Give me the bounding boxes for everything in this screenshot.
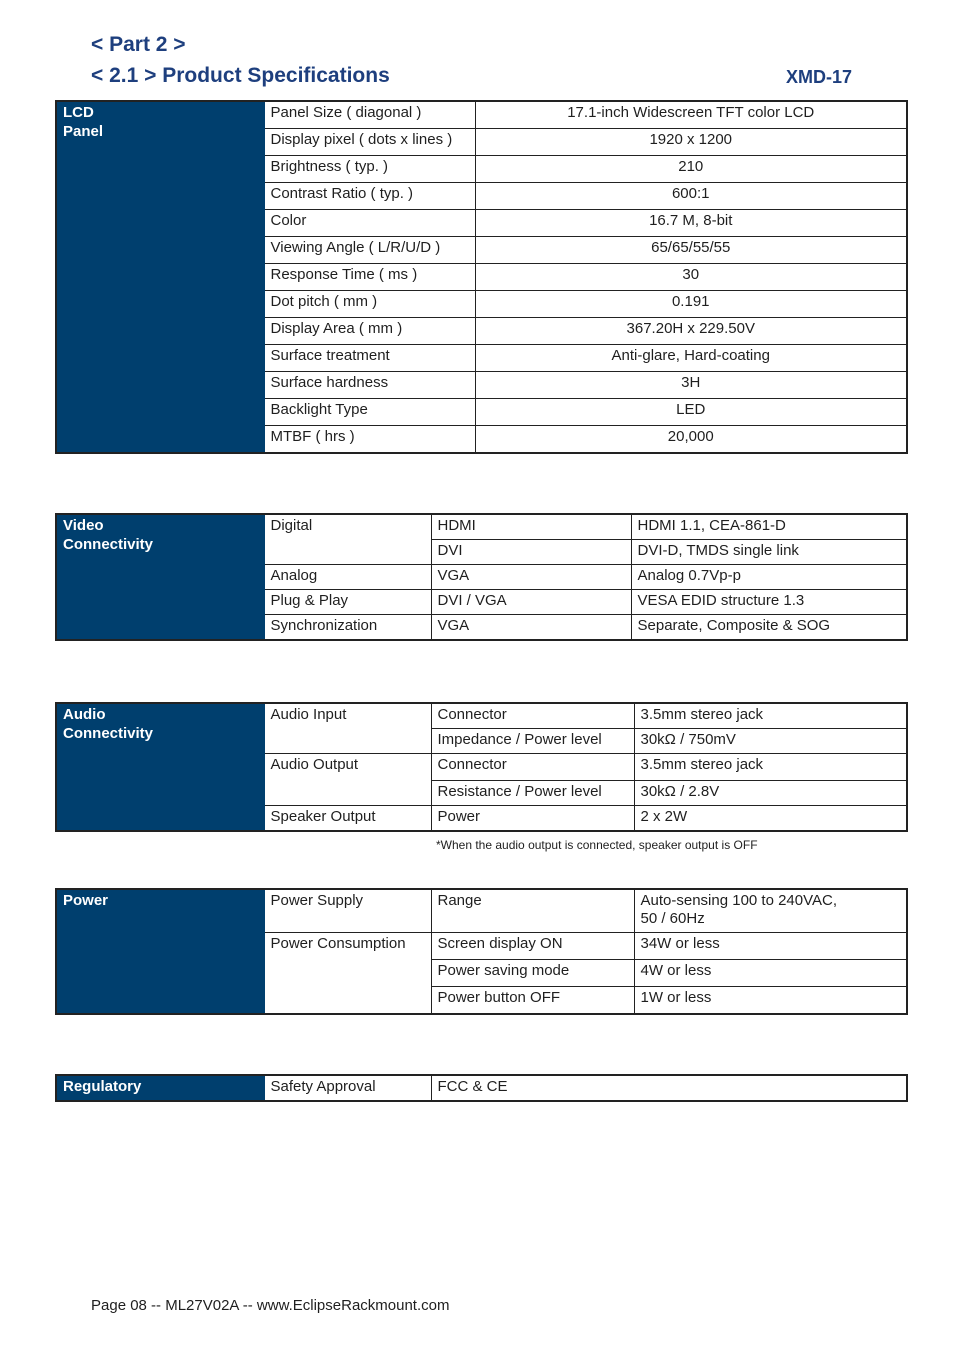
spec-value: 34W or less (634, 933, 907, 960)
spec-sublabel: Screen display ON (431, 933, 634, 960)
model-number: XMD-17 (786, 67, 853, 87)
range-value-line-1: Auto-sensing 100 to 240VAC, (640, 892, 838, 909)
part-heading: < Part 2 > (91, 33, 186, 56)
table-row (56, 101, 907, 129)
spec-label: Panel Size ( diagonal ) (264, 101, 475, 129)
spec-sublabel: Power button OFF (431, 987, 634, 1015)
spec-label: Contrast Ratio ( typ. ) (264, 183, 475, 210)
table-row (56, 1075, 907, 1101)
spec-value: Analog 0.7Vp-p (631, 565, 907, 590)
spec-sublabel: Power (431, 806, 634, 832)
spec-value: 367.20H x 229.50V (475, 318, 907, 345)
spec-sublabel: Connector (431, 703, 634, 729)
spec-value: 600:1 (475, 183, 907, 210)
spec-sublabel: Power saving mode (431, 960, 634, 987)
spec-value: 1920 x 1200 (475, 129, 907, 156)
spec-label: Display Area ( mm ) (264, 318, 475, 345)
spec-label: Power Consumption (264, 933, 431, 1015)
spec-label: Brightness ( typ. ) (264, 156, 475, 183)
spec-sublabel: VGA (431, 565, 631, 590)
spec-sublabel: Range (431, 889, 634, 933)
spec-value: 20,000 (475, 426, 907, 454)
spec-sublabel: DVI / VGA (431, 590, 631, 615)
spec-value: 3.5mm stereo jack (634, 754, 907, 781)
spec-value: FCC & CE (431, 1075, 907, 1101)
spec-label: Response Time ( ms ) (264, 264, 475, 291)
spec-label: Digital (264, 514, 431, 565)
lcd-panel-body (56, 101, 907, 453)
spec-label: Speaker Output (264, 806, 431, 832)
spec-sublabel: Connector (431, 754, 634, 781)
lcd-panel-table (55, 100, 908, 454)
category-label: Power (56, 889, 264, 1014)
spec-value: 30 (475, 264, 907, 291)
spec-label: Safety Approval (264, 1075, 431, 1101)
spec-value: Separate, Composite & SOG (631, 615, 907, 641)
spec-label: Synchronization (264, 615, 431, 641)
category-label: Regulatory (56, 1075, 264, 1101)
spec-value (634, 889, 907, 933)
category-label: Video Connectivity (56, 514, 264, 640)
spec-value: 210 (475, 156, 907, 183)
spec-value: DVI-D, TMDS single link (631, 540, 907, 565)
spec-sublabel: VGA (431, 615, 631, 641)
spec-value: 16.7 M, 8-bit (475, 210, 907, 237)
spec-label: Audio Input (264, 703, 431, 754)
category-label: Audio Connectivity (56, 703, 264, 831)
spec-value: 30kΩ / 750mV (634, 729, 907, 754)
audio-footnote: *When the audio output is connected, speaker output is OFF (436, 838, 758, 852)
power-table (55, 888, 908, 1015)
range-value-line-2: 50 / 60Hz (640, 910, 705, 927)
spec-value: LED (475, 399, 907, 426)
page-footer: Page 08 -- ML27V02A -- www.EclipseRackmount.com (91, 1297, 450, 1314)
video-connectivity-table (55, 513, 908, 641)
regulatory-table (55, 1074, 908, 1102)
spec-value: 2 x 2W (634, 806, 907, 832)
spec-sublabel: HDMI (431, 514, 631, 540)
spec-value: 17.1-inch Widescreen TFT color LCD (475, 101, 907, 129)
spec-label: Plug & Play (264, 590, 431, 615)
spec-label: Analog (264, 565, 431, 590)
spec-label: Power Supply (264, 889, 431, 933)
spec-value: 4W or less (634, 960, 907, 987)
spec-value: Anti-glare, Hard-coating (475, 345, 907, 372)
spec-value: 1W or less (634, 987, 907, 1015)
spec-sublabel: Impedance / Power level (431, 729, 634, 754)
spec-value: 65/65/55/55 (475, 237, 907, 264)
spec-label: Display pixel ( dots x lines ) (264, 129, 475, 156)
spec-label: Color (264, 210, 475, 237)
spec-value: HDMI 1.1, CEA-861-D (631, 514, 907, 540)
section-title: < 2.1 > Product Specifications (91, 64, 390, 87)
spec-label: Dot pitch ( mm ) (264, 291, 475, 318)
spec-sublabel: DVI (431, 540, 631, 565)
spec-label: Audio Output (264, 754, 431, 806)
spec-value: 0.191 (475, 291, 907, 318)
spec-label: MTBF ( hrs ) (264, 426, 475, 454)
table-row (56, 514, 907, 540)
spec-value: VESA EDID structure 1.3 (631, 590, 907, 615)
spec-label: Backlight Type (264, 399, 475, 426)
spec-value: 30kΩ / 2.8V (634, 781, 907, 806)
spec-label: Surface hardness (264, 372, 475, 399)
spec-sublabel: Resistance / Power level (431, 781, 634, 806)
table-row (56, 889, 907, 933)
table-row (56, 703, 907, 729)
spec-label: Surface treatment (264, 345, 475, 372)
audio-connectivity-table (55, 702, 908, 832)
spec-value: 3H (475, 372, 907, 399)
spec-value: 3.5mm stereo jack (634, 703, 907, 729)
category-label: LCD Panel (56, 101, 264, 453)
spec-label: Viewing Angle ( L/R/U/D ) (264, 237, 475, 264)
